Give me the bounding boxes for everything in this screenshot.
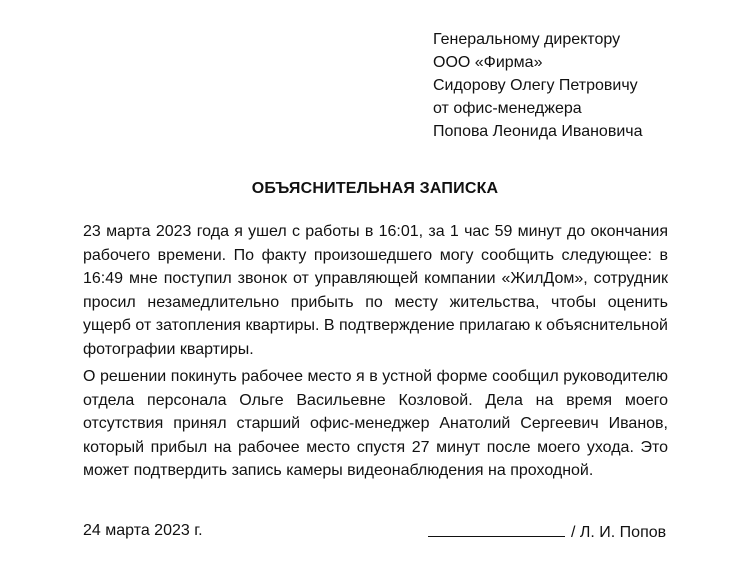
signature-block	[428, 522, 666, 542]
addressee-line-name: Сидорову Олегу Петровичу	[433, 77, 638, 94]
body-paragraph-2: О решении покинуть рабочее место я в устной форме сообщил руководителю отдела персонала Ольге Васильевне Козловой. Дела на время моего отсутствия принял старший офис-менеджер Анатолий Сергеевич Иванов, который прибыл на рабочее место спустя 27 минут после моего ухода. Это может подтвердить запись камеры видеонаблюдения на проходной.	[83, 368, 668, 479]
addressee-line-author: Попова Леонида Ивановича	[433, 123, 643, 140]
addressee-line-position: Генеральному директору	[433, 31, 621, 48]
signing-date: 24 марта 2023 г.	[83, 522, 203, 539]
document-title: ОБЪЯСНИТЕЛЬНАЯ ЗАПИСКА	[251, 180, 499, 197]
addressee-line-from: от офис-менеджера	[433, 100, 582, 117]
addressee-block	[433, 28, 643, 143]
body-paragraph-1: 23 марта 2023 года я ушел с работы в 16:01, за 1 час 59 минут до окончания рабочего времени. По факту произошедшего могу сообщить следующее: в 16:49 мне поступил звонок от управляющей компании «ЖилДом», сотрудник просил незамедлительно прибыть по месту жительства, чтобы оценить ущерб от затопления квартиры. В подтверждение прилагаю к объяснительной фотографии квартиры.	[83, 223, 668, 358]
signature-name: / Л. И. Попов	[571, 524, 667, 541]
signature-line	[428, 522, 565, 537]
addressee-line-company: ООО «Фирма»	[433, 54, 543, 71]
